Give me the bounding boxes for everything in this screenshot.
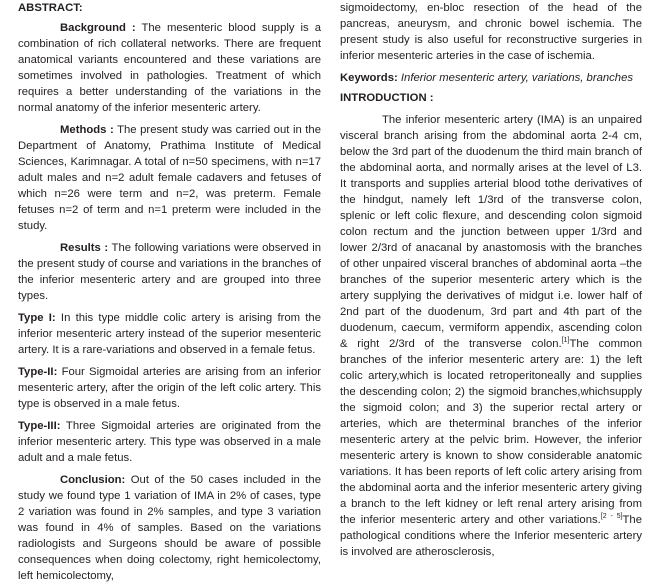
intro-text-2: The common branches of the inferior mesenteric artery are: 1) the left colic artery,which is located retroperitoneally and supplies the descending colon; 2) the sigmoid branches,whichsupply the sigmoid colon; and 3) the superior rectal artery or arteries, which are theterminal branches of the inferior mesenteric artery at the pelvic brim. However, the inferior mesenteric artery is known to show considerable anatomic variations. It has been reports of left colic artery arising from the abdominal aorta and the inferior mesenteric artery giving a branch to the left kidney or left renal artery arising from the inferior mesenteric artery and other variations. bbox=[340, 338, 642, 526]
type2-text: Four Sigmoidal arteries are arising from an inferior mesenteric artery, after the origin of the left colic artery. This type is observed in a male fetus. bbox=[18, 366, 321, 410]
abstract-heading: ABSTRACT: bbox=[18, 2, 83, 14]
keywords-paragraph bbox=[340, 70, 642, 86]
methods-label: Methods : bbox=[60, 124, 114, 136]
results-paragraph bbox=[18, 240, 321, 304]
type2-paragraph bbox=[18, 364, 321, 412]
type3-paragraph bbox=[18, 418, 321, 466]
left-column bbox=[18, 0, 321, 584]
type3-text: Three Sigmoidal arteries are originated from the inferior mesenteric artery. This type was observed in a male adult and a male fetus. bbox=[18, 420, 321, 464]
conclusion-label: Conclusion: bbox=[60, 474, 126, 486]
methods-paragraph bbox=[18, 122, 321, 234]
keywords-label: Keywords: bbox=[340, 72, 398, 84]
introduction-paragraph bbox=[340, 112, 642, 560]
results-label: Results : bbox=[60, 242, 109, 254]
keywords-text: Inferior mesenteric artery, variations, branches bbox=[397, 72, 634, 84]
intro-text-3: The pathological conditions where the Inferior mesenteric artery is involved are atherosclerosis, bbox=[340, 514, 642, 558]
methods-text: The present study was carried out in the Department of Anatomy, Prathima Institute of Medical Sciences, Karimnagar. A total of n=50 specimens, with n=17 adult males and n=2 adult female cadavers and fetuses of which n=26 were term and n=2, was preterm. Female fetuses n=2 of term and n=1 preterm were included in the study. bbox=[18, 124, 322, 232]
conclusion-paragraph bbox=[18, 472, 321, 584]
results-text: The following variations were observed in the present study of course and variations in the branches of the inferior mesenteric artery and are grouped into three types. bbox=[18, 242, 321, 302]
right-column bbox=[340, 0, 642, 560]
introduction-heading: INTRODUCTION : bbox=[340, 92, 434, 104]
continuation-paragraph: sigmoidectomy, en-bloc resection of the head of the pancreas, aneurysm, and chronic bowel ischemia. The present study is also useful for reconstructive surgeries in inferior mesenteric arteries in the case of ischemia. bbox=[340, 2, 642, 62]
intro-text-1: The inferior mesenteric artery (IMA) is an unpaired visceral branch arising from the abdominal aorta 2-4 cm, below the 3rd part of the duodenum the third main branch of the abdominal aorta, and normally arises at the level of L3. It transports and supplies arterial blood tothe derivatives of the hindgut, namely left 1/3rd of the transverse colon, splenic or left colic flexure, and descending colon sigmoid colon rectum and the junction between upper 1/3rd and lower 2/3rd of anacanal by anastomosis with the branches of other unpaired visceral branches of abdominal aorta –the branches of the superior mesenteric artery which is the artery supplying the derivatives of midgut i.e. lower half of 2nd part of the duodenum, 3rd part and 4th part of the duodenum, caecum, vermiform appendix, ascending colon & right 2/3rd of the transverse colon. bbox=[340, 114, 642, 350]
type2-label: Type-II: bbox=[18, 366, 58, 378]
background-paragraph bbox=[18, 20, 321, 116]
type3-label: Type-III: bbox=[18, 420, 61, 432]
background-label: Background : bbox=[60, 22, 136, 34]
type1-paragraph bbox=[18, 310, 321, 358]
citation-2-5: [2 - 5] bbox=[600, 513, 623, 521]
type1-text: In this type middle colic artery is arising from the inferior mesenteric artery instead of the superior mesenteric artery. It is a rare-variations and observed in a female fetus. bbox=[18, 312, 321, 356]
background-text: The mesenteric blood supply is a combination of rich collateral networks. There are frequent anatomical variants encountered and these variations are sometimes involved in pathologies. Treatment of which requires a better understanding of the variations in the normal anatomy of the inferior mesenteric artery. bbox=[18, 22, 321, 114]
citation-1: [1] bbox=[561, 337, 570, 345]
type1-label: Type I: bbox=[18, 312, 56, 324]
conclusion-text: Out of the 50 cases included in the study we found type 1 variation of IMA in 2% of cases, type 2 variation was found in 2% samples, and type 3 variation was found in 4% of samples. Based on the variations radiologists and Surgeons should be aware of possible consequences when doing colectomy, right hemicolectomy, left hemicolectomy, bbox=[18, 474, 321, 582]
